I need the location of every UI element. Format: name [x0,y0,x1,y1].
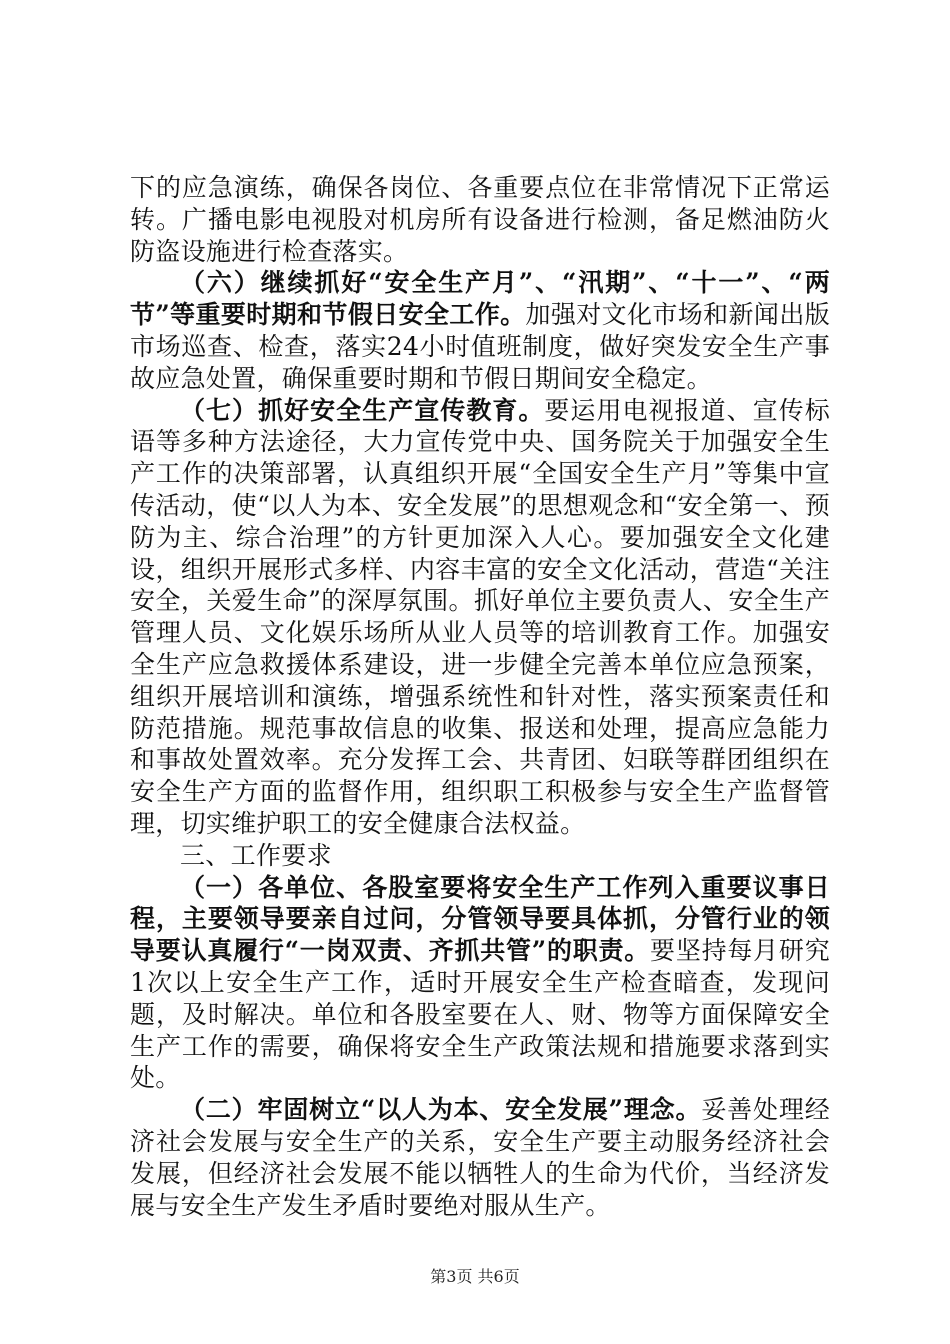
paragraph-requirement-1 [130,872,830,1095]
paragraph-text: 要坚持每月研究1次以上安全生产工作，适时开展安全生产检查暗查，发现问题，及时解决。单位和各股室要在人、财、物等方面保障安全生产工作的需要，确保将安全生产政策法规和措施要求落到实处。 [130,936,830,1093]
paragraph-text: 要运用电视报道、宣传标语等多种方法途径，大力宣传党中央、国务院关于加强安全生产工作的决策部署，认真组织开展“全国安全生产月”等集中宣传活动，使“以人为本、安全发展”的思想观念和“安全第一、预防为主、综合治理”的方针更加深入人心。要加强安全文化建设，组织开展形式多样、内容丰富的安全文化活动，营造“关注安全，关爱生命”的深厚氛围。抓好单位主要负责人、安全生产管理人员、文化娱乐场所从业人员等的培训教育工作。加强安全生产应急救援体系建设，进一步健全完善本单位应急预案，组织开展培训和演练，增强系统性和针对性，落实预案责任和防范措施。规范事故信息的收集、报送和处理，提高应急能力和事故处置效率。充分发挥工会、共青团、妇联等群团组织在安全生产方面的监督作用，组织职工积极参与安全生产监督管理，切实维护职工的安全健康合法权益。 [130,395,830,838]
page-number-footer: 第3页 共6页 [430,1267,520,1286]
paragraph-text: 下的应急演练，确保各岗位、各重要点位在非常情况下正常运转。广播电影电视股对机房所有设备进行检测，备足燃油防火防盗设施进行检查落实。 [130,173,830,266]
paragraph-heading: （六）继续抓好“安全生产月”、“汛期”、“十一”、“两节”等重要时期和节假日安全工作。 [130,268,830,330]
paragraph-requirement-2 [130,1094,830,1221]
paragraph-text: 妥善处理经济社会发展与安全生产的关系，安全生产要主动服务经济社会发展，但经济社会发展不能以牺牲人的生命为代价，当经济发展与安全生产发生矛盾时要绝对服从生产。 [130,1095,830,1220]
document-body [130,172,830,1221]
paragraph-heading: （七）抓好安全生产宣传教育。 [180,395,545,425]
paragraph-item-6 [130,267,830,394]
paragraph-heading: （二）牢固树立“以人为本、安全发展”理念。 [180,1095,702,1125]
section-heading-work-requirements [130,840,830,872]
paragraph-item-7 [130,395,830,840]
paragraph-heading: （一）各单位、各股室要将安全生产工作列入重要议事日程，主要领导要亲自过问，分管领导要具体抓，分管行业的领导要认真履行“一岗双责、齐抓共管”的职责。 [130,872,830,966]
section-heading-text: 三、工作要求 [180,840,332,870]
paragraph-text: 加强对文化市场和新闻出版市场巡查、检查，落实24小时值班制度，做好突发安全生产事故应急处置，确保重要时期和节假日期间安全稳定。 [130,300,830,393]
paragraph-continuation [130,172,830,267]
